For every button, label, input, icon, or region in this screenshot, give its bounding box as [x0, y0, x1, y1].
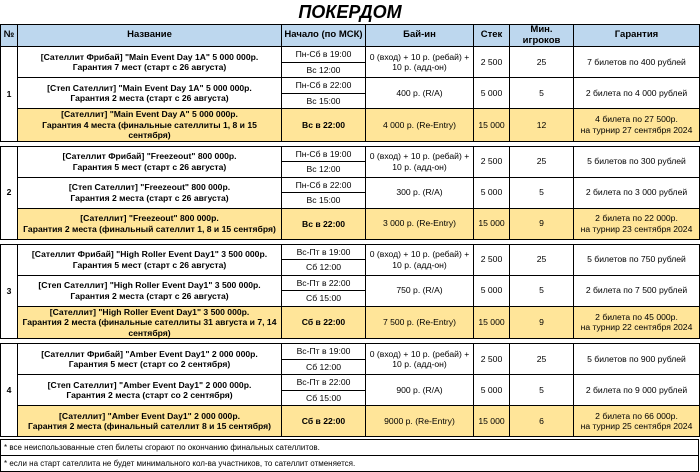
min-players: 9 — [510, 208, 574, 239]
start-time-line: Вс-Пт в 22:00 — [296, 277, 351, 288]
footnote: * все неиспользованные степ билеты сгорают по окончанию финальных сателлитов. — [1, 440, 699, 456]
stack: 5 000 — [474, 275, 510, 306]
tournament-name-line: [Степ Сателлит] "Main Event Day 1A" 5 000 000р. — [47, 82, 252, 93]
start-time-line: Вс 15:00 — [282, 192, 365, 208]
guarantee-line: 2 билета по 45 000р. — [595, 311, 678, 322]
start-time — [282, 344, 366, 375]
buy-in: 0 (вход) + 10 р. (ребай) + 10 р. (адд-он) — [366, 146, 474, 177]
tournament-name-line: [Сателлит] "Main Event Day A" 5 000 000р. — [61, 109, 238, 119]
start-time-line: Пн-Сб в 19:00 — [295, 148, 352, 159]
buy-in: 750 р. (R/A) — [366, 275, 474, 306]
start-time-line: Пн-Сб в 22:00 — [295, 179, 352, 190]
start-time — [282, 47, 366, 78]
start-time — [282, 146, 366, 177]
guarantee-line: на турнир 22 сентября 2024 — [580, 322, 693, 333]
footnote: * если на старт сателлита не будет минимального кол-ва участников, то сателлит отменяется. — [1, 456, 699, 472]
tournament-name — [18, 78, 282, 109]
guarantee — [574, 344, 700, 375]
buy-in: 7 500 р. (Re-Entry) — [366, 306, 474, 339]
guarantee — [574, 375, 700, 406]
start-time-line: Пн-Сб в 19:00 — [295, 49, 352, 59]
tournament-name-line: Гарантия 2 места (финальный сателлит 8 и 15 сентября) — [27, 421, 272, 431]
start-time-line: Вс 12:00 — [282, 161, 365, 177]
tournament-name — [18, 375, 282, 406]
buy-in: 0 (вход) + 10 р. (ребай) + 10 р. (адд-он) — [366, 244, 474, 275]
min-players: 25 — [510, 244, 574, 275]
min-players: 5 — [510, 275, 574, 306]
stack: 5 000 — [474, 177, 510, 208]
start-time-line: Сб 12:00 — [282, 259, 365, 275]
tournament-name-line: [Сателлит Фрибай] "High Roller Event Day1" 3 500 000р. — [31, 249, 268, 259]
guarantee-line: 2 билета по 3 000 рублей — [585, 187, 688, 198]
start-time-line: Вс в 22:00 — [301, 119, 346, 130]
start-time-line: Сб 12:00 — [282, 359, 365, 375]
guarantee-line: 4 билета по 27 500р. — [595, 114, 678, 125]
start-time-line: Вс 12:00 — [282, 62, 365, 78]
start-time — [282, 78, 366, 109]
guarantee — [574, 177, 700, 208]
start-time-line: Вс-Пт в 19:00 — [296, 346, 351, 356]
table-row — [1, 78, 700, 109]
table-row — [1, 344, 700, 375]
tournament-name-line: [Сателлит Фрибай] "Main Event Day 1A" 5 000 000р. — [40, 51, 259, 62]
min-players: 25 — [510, 47, 574, 78]
footnotes — [0, 439, 699, 472]
table-row — [1, 244, 700, 275]
start-time-line: Пн-Сб в 22:00 — [295, 80, 352, 90]
guarantee — [574, 306, 700, 339]
start-time-line: Вс в 22:00 — [301, 218, 346, 229]
tournament-name-line: Гарантия 5 мест (старт с 26 августа) — [72, 259, 227, 270]
tournament-name-line: Гарантия 2 места (старт с 26 августа) — [70, 93, 229, 103]
buy-in: 400 р. (R/A) — [366, 78, 474, 109]
tournament-name-line: [Сателлит] "Amber Event Day1" 2 000 000р. — [59, 410, 240, 421]
stack: 15 000 — [474, 406, 510, 437]
table-row — [1, 177, 700, 208]
tournament-name-line: Гарантия 2 места (финальные сателлиты 31 августа и 7, 14 сентября) — [22, 317, 277, 338]
tournament-name-line: Гарантия 4 места (финальные сателлиты 1, 8 и 15 сентября) — [42, 119, 257, 140]
min-players: 6 — [510, 406, 574, 437]
tournament-name-line: Гарантия 2 места (финальный сателлит 1, 8 и 15 сентября) — [23, 223, 276, 234]
col-header-min-players: Мин. игроков — [510, 25, 574, 47]
min-players: 5 — [510, 375, 574, 406]
stack: 15 000 — [474, 306, 510, 339]
min-players: 25 — [510, 146, 574, 177]
start-time-line: Сб 15:00 — [282, 390, 365, 406]
guarantee-line: на турнир 25 сентября 2024 — [580, 421, 693, 431]
guarantee — [574, 78, 700, 109]
tournament-name-line: [Сателлит] "Freezeout" 800 000р. — [80, 213, 219, 223]
col-header-start: Начало (по МСК) — [282, 25, 366, 47]
guarantee — [574, 47, 700, 78]
min-players: 5 — [510, 177, 574, 208]
guarantee-line: на турнир 27 сентября 2024 — [580, 124, 693, 135]
col-header-stack: Стек — [474, 25, 510, 47]
start-time — [282, 306, 366, 339]
table-body — [1, 47, 700, 437]
header-row — [1, 25, 700, 47]
tournament-name — [18, 177, 282, 208]
tournament-name-line: Гарантия 5 мест (старт со 2 сентября) — [68, 359, 231, 369]
stack: 2 500 — [474, 146, 510, 177]
guarantee-line: 5 билетов по 750 рублей — [587, 254, 686, 265]
guarantee — [574, 244, 700, 275]
guarantee-line: 7 билетов по 400 рублей — [587, 56, 686, 67]
tournament-name-line: Гарантия 2 места (старт с 26 августа) — [70, 290, 229, 301]
buy-in: 4 000 р. (Re-Entry) — [366, 109, 474, 142]
stack: 2 500 — [474, 47, 510, 78]
group-number: 4 — [1, 344, 18, 437]
guarantee-line: 2 билета по 9 000 рублей — [585, 384, 688, 395]
col-header-name: Название — [18, 25, 282, 47]
guarantee-line: 2 билета по 4 000 рублей — [585, 87, 688, 98]
guarantee-line: 5 билетов по 300 рублей — [587, 156, 686, 167]
guarantee — [574, 109, 700, 142]
guarantee — [574, 406, 700, 437]
tournament-name — [18, 208, 282, 239]
stack: 2 500 — [474, 244, 510, 275]
stack: 15 000 — [474, 109, 510, 142]
stack: 5 000 — [474, 375, 510, 406]
tournament-name-line: Гарантия 2 места (старт со 2 сентября) — [66, 390, 233, 400]
tournament-name-line: [Степ Сателлит] "Freezeout" 800 000р. — [68, 182, 231, 192]
tournament-name — [18, 244, 282, 275]
tournament-name — [18, 47, 282, 78]
buy-in: 3 000 р. (Re-Entry) — [366, 208, 474, 239]
tournament-name-line: [Сателлит Фрибай] "Freezeout" 800 000р. — [62, 151, 237, 161]
satellite-table — [0, 24, 700, 437]
tournament-name-line: Гарантия 2 места (старт с 26 августа) — [70, 192, 229, 203]
stack: 5 000 — [474, 78, 510, 109]
buy-in: 300 р. (R/A) — [366, 177, 474, 208]
col-header-guarantee: Гарантия — [574, 25, 700, 47]
buy-in: 9000 р. (Re-Entry) — [366, 406, 474, 437]
tournament-name — [18, 306, 282, 339]
stack: 15 000 — [474, 208, 510, 239]
guarantee — [574, 275, 700, 306]
guarantee-line: 5 билетов по 900 рублей — [587, 353, 686, 364]
table-row — [1, 406, 700, 437]
group-number: 1 — [1, 47, 18, 142]
tournament-name-line: [Сателлит] "High Roller Event Day1" 3 500 000р. — [49, 306, 250, 317]
start-time-line: Сб в 22:00 — [301, 416, 346, 426]
group-number: 2 — [1, 146, 18, 239]
col-header-buyin: Бай-ин — [366, 25, 474, 47]
start-time — [282, 208, 366, 239]
col-header-num: № — [1, 25, 18, 47]
tournament-name — [18, 146, 282, 177]
table-row — [1, 47, 700, 78]
start-time-line: Вс-Пт в 22:00 — [296, 377, 351, 387]
min-players: 9 — [510, 306, 574, 339]
tournament-name — [18, 275, 282, 306]
page-title: ПОКЕРДОМ — [298, 2, 402, 22]
guarantee-line: 2 билета по 22 000р. — [595, 213, 678, 223]
start-time — [282, 109, 366, 142]
group-number: 3 — [1, 244, 18, 339]
tournament-name — [18, 109, 282, 142]
table-row — [1, 146, 700, 177]
table-row — [1, 208, 700, 239]
buy-in: 900 р. (R/A) — [366, 375, 474, 406]
tournament-name — [18, 406, 282, 437]
guarantee-line: 2 билета по 7 500 рублей — [585, 285, 688, 296]
start-time-line: Вс 15:00 — [282, 93, 365, 109]
start-time-line: Вс-Пт в 19:00 — [296, 246, 351, 257]
start-time — [282, 244, 366, 275]
min-players: 5 — [510, 78, 574, 109]
start-time-line: Сб 15:00 — [282, 290, 365, 306]
start-time — [282, 275, 366, 306]
guarantee-line: 2 билета по 66 000р. — [595, 410, 678, 421]
tournament-name-line: [Степ Сателлит] "Amber Event Day1" 2 000 000р. — [47, 379, 252, 390]
table-row — [1, 275, 700, 306]
start-time — [282, 375, 366, 406]
guarantee — [574, 208, 700, 239]
buy-in: 0 (вход) + 10 р. (ребай) + 10 р. (адд-он) — [366, 47, 474, 78]
min-players: 25 — [510, 344, 574, 375]
tournament-name-line: [Степ Сателлит] "High Roller Event Day1" 3 500 000р. — [38, 280, 261, 290]
guarantee-line: на турнир 23 сентября 2024 — [580, 223, 693, 234]
buy-in: 0 (вход) + 10 р. (ребай) + 10 р. (адд-он) — [366, 344, 474, 375]
tournament-name-line: Гарантия 7 мест (старт с 26 августа) — [72, 62, 227, 72]
table-row — [1, 375, 700, 406]
start-time — [282, 406, 366, 437]
tournament-name — [18, 344, 282, 375]
tournament-name-line: Гарантия 5 мест (старт с 26 августа) — [72, 161, 227, 172]
guarantee — [574, 146, 700, 177]
min-players: 12 — [510, 109, 574, 142]
table-row — [1, 306, 700, 339]
table-row — [1, 109, 700, 142]
start-time — [282, 177, 366, 208]
tournament-name-line: [Сателлит Фрибай] "Amber Event Day1" 2 000 000р. — [41, 348, 258, 359]
stack: 2 500 — [474, 344, 510, 375]
start-time-line: Сб в 22:00 — [301, 317, 346, 328]
